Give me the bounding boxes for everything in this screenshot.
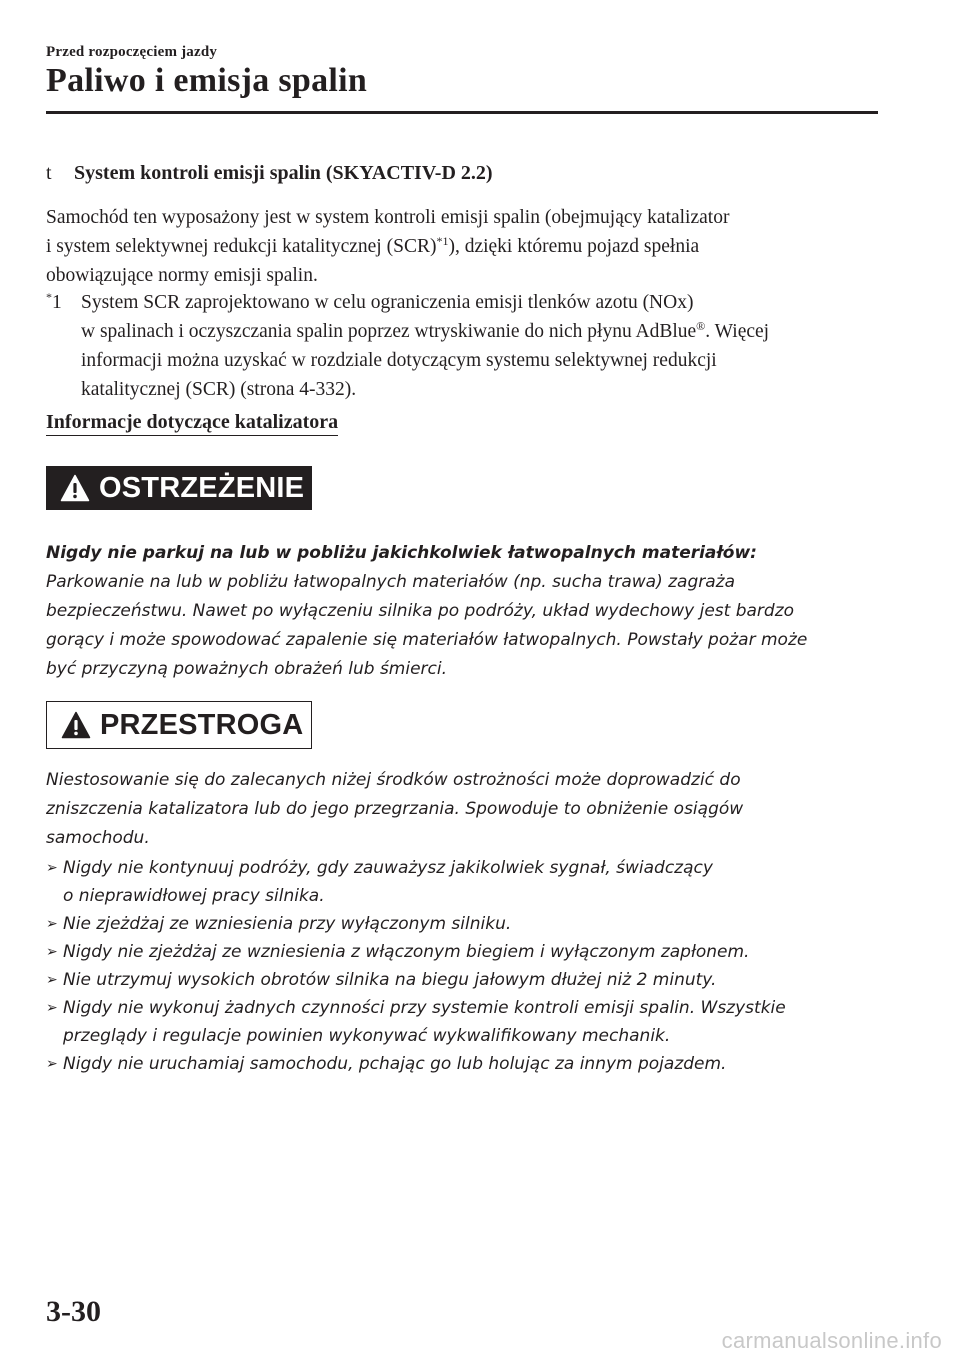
subheading: Informacje dotyczące katalizatora xyxy=(46,411,338,436)
section-bullet-icon: t xyxy=(46,162,52,184)
section-heading xyxy=(46,162,493,185)
arrow-bullet-icon: ➢ xyxy=(46,972,58,988)
arrow-bullet-icon: ➢ xyxy=(46,860,58,876)
section-heading-text: System kontroli emisji spalin (SKYACTIV-D 2.2) xyxy=(74,162,493,184)
footnote-ref: *1 xyxy=(436,234,449,248)
arrow-bullet-icon: ➢ xyxy=(46,916,58,932)
title-divider xyxy=(46,111,878,114)
warning-heading: Nigdy nie parkuj na lub w pobliżu jakichkolwiek łatwopalnych materiałów: xyxy=(46,543,757,563)
caution-line: Niestosowanie się do zalecanych niżej środków ostrożności może doprowadzić do xyxy=(46,770,741,790)
watermark: carmanualsonline.info xyxy=(721,1328,942,1353)
footnote xyxy=(46,288,896,404)
warning-label: OSTRZEŻENIE xyxy=(99,471,305,504)
caution-line: samochodu. xyxy=(46,828,150,848)
intro-line: obowiązujące normy emisji spalin. xyxy=(46,265,318,286)
caution-badge xyxy=(46,701,312,749)
warning-badge xyxy=(46,466,312,510)
footnote-line: katalitycznej (SCR) (strona 4-332). xyxy=(81,379,357,400)
warning-triangle-icon xyxy=(61,711,91,739)
warning-line: być przyczyną poważnych obrażeń lub śmierci. xyxy=(46,659,448,679)
page-title: Paliwo i emisja spalin xyxy=(46,62,368,99)
intro-line: i system selektywnej redukcji katalitycznej (SCR)$^{*1}$), dzięki któremu pojazd spełnia xyxy=(46,234,700,257)
list-item: ➢ Nie utrzymuj wysokich obrotów silnika na biegu jałowym dłużej niż 2 minuty. xyxy=(46,966,906,994)
arrow-bullet-icon: ➢ xyxy=(46,944,58,960)
footnote-line: System SCR zaprojektowano w celu ograniczenia emisji tlenków azotu (NOx) xyxy=(81,292,694,313)
list-item: ➢ Nigdy nie wykonuj żadnych czynności przy systemie kontroli emisji spalin. Wszystkie przeglądy i regulacje powinien wykonywać wykwalifikowany mechanik. xyxy=(46,994,906,1050)
footnote-line: informacji można uzyskać w rozdziale dotyczącym systemu selektywnej redukcji xyxy=(81,350,717,371)
intro-line: Samochód ten wyposażony jest w system kontroli emisji spalin (obejmujący katalizator xyxy=(46,207,730,228)
warning-line: Parkowanie na lub w pobliżu łatwopalnych materiałów (np. sucha trawa) zagraża xyxy=(46,572,735,592)
arrow-bullet-icon: ➢ xyxy=(46,1000,58,1016)
list-item: ➢ Nigdy nie kontynuuj podróży, gdy zauważysz jakikolwiek sygnał, świadczący o nieprawidłowej pracy silnika. xyxy=(46,854,906,910)
footnote-text xyxy=(81,288,896,404)
caution-list xyxy=(46,854,906,1078)
caution-label: PRZESTROGA xyxy=(100,708,304,741)
arrow-bullet-icon: ➢ xyxy=(46,1056,58,1072)
list-item: ➢ Nie zjeżdżaj ze wzniesienia przy wyłączonym silniku. xyxy=(46,910,906,938)
warning-line: bezpieczeństwu. Nawet po wyłączeniu silnika po podróży, układ wydechowy jest bardzo xyxy=(46,601,795,621)
warning-line: gorący i może spowodować zapalenie się materiałów łatwopalnych. Powstały pożar może xyxy=(46,630,808,650)
footnote-line: w spalinach i oczyszczania spalin poprzez wtryskiwanie do nich płynu AdBlue®. Więcej xyxy=(81,319,770,342)
caution-line: zniszczenia katalizatora lub do jego przegrzania. Spowoduje to obniżenie osiągów xyxy=(46,799,744,819)
caution-text xyxy=(46,766,906,853)
footnote-marker: *1 xyxy=(46,290,62,313)
registered-mark: ® xyxy=(696,319,706,333)
intro-paragraph xyxy=(46,203,886,290)
warning-text xyxy=(46,539,906,684)
list-item: ➢ Nigdy nie zjeżdżaj ze wzniesienia z włączonym biegiem i wyłączonym zapłonem. xyxy=(46,938,906,966)
list-item: ➢ Nigdy nie uruchamiaj samochodu, pchając go lub holując za innym pojazdem. xyxy=(46,1050,906,1078)
warning-triangle-icon xyxy=(60,474,90,502)
page-number: 3-30 xyxy=(46,1295,101,1328)
breadcrumb: Przed rozpoczęciem jazdy xyxy=(46,44,218,60)
